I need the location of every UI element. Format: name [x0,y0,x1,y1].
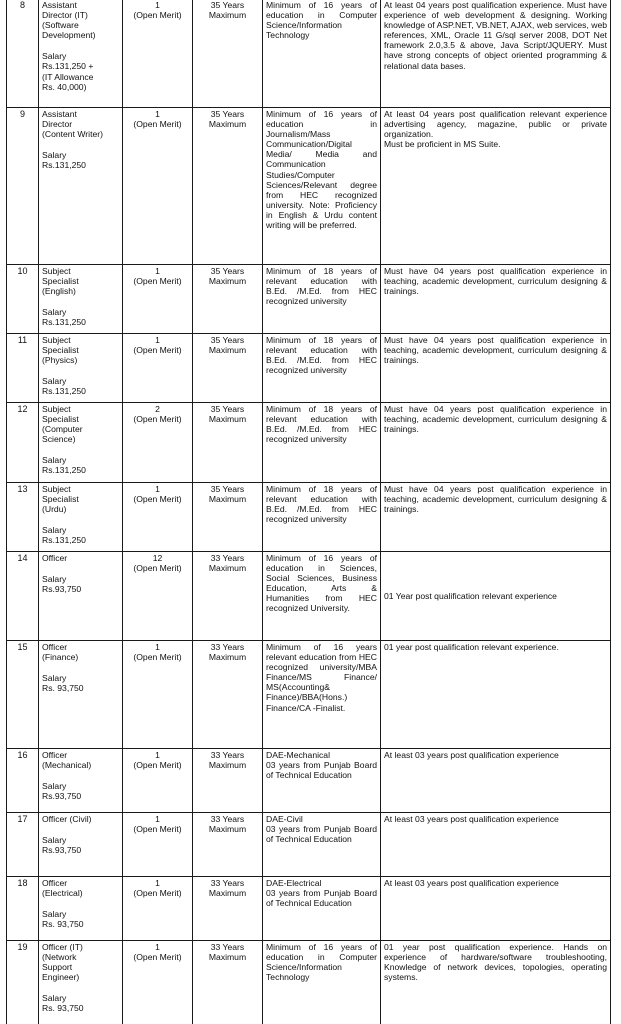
age-limit-cell [193,265,263,334]
table-row [7,813,611,877]
serial-number: 15 [7,641,39,749]
table-row [7,0,611,108]
age-limit-label: Maximum [208,652,247,663]
post-cell [39,552,123,641]
age-limit-value: 33 Years [210,878,245,888]
post-title: Assistant Director (IT) (Software Development) [42,0,96,41]
age-limit-cell [193,108,263,265]
experience-text: At least 03 years post qualification experience [381,813,611,877]
post-title: Officer (Electrical) [42,878,83,899]
merit-basis: (Open Merit) [133,10,182,21]
qualification-text: Minimum of 16 years of education in Journalism/Mass Communication/Digital Media/ Media and Communication Studies/Computer Sciences/Relevant degree from HEC recognized university. Note: Proficiency in English & Urdu content writing will be preferred. [263,108,381,265]
job-vacancies-table [6,0,611,1024]
seats-cell [123,403,193,483]
table-row [7,749,611,813]
merit-basis: (Open Merit) [133,563,182,574]
experience-text: At least 04 years post qualification relevant experience advertising agency, magazine, public or private organization. Must be proficient in MS Suite. [381,108,611,265]
experience-text: At least 04 years post qualification experience. Must have experience of web development & designing. Working knowledge of ASP.NET, VB.NET, AJAX, web services, web references, XML, Oracle 11 G/sql server 2008, DOT Net framework 2.0,3.5 & above, Java Script/JQUERY. Must have strong concepts of object oriented programming & relational data bases. [381,0,611,108]
seats-count: 1 [155,335,160,345]
qualification-text: Minimum of 18 years of relevant education with B.Ed. /M.Ed. from HEC recognized university [263,265,381,334]
age-limit-value: 35 Years [210,404,245,414]
age-limit-cell [193,749,263,813]
age-limit-label: Maximum [208,345,247,356]
age-limit-value: 33 Years [210,814,245,824]
merit-basis: (Open Merit) [133,494,182,505]
table-row [7,552,611,641]
age-limit-label: Maximum [208,494,247,505]
post-cell [39,403,123,483]
seats-count: 2 [155,404,160,414]
seats-count: 1 [155,750,160,760]
age-limit-value: 35 Years [210,109,245,119]
salary-text: Salary Rs.93,750 [42,835,82,856]
post-cell [39,813,123,877]
seats-cell [123,265,193,334]
age-limit-label: Maximum [208,760,247,771]
serial-number: 9 [7,108,39,265]
merit-basis: (Open Merit) [133,952,182,963]
serial-number: 10 [7,265,39,334]
post-title: Subject Specialist (Computer Science) [42,404,83,445]
serial-number: 8 [7,0,39,108]
post-cell [39,334,123,403]
serial-number: 11 [7,334,39,403]
age-limit-value: 35 Years [210,266,245,276]
serial-number: 19 [7,941,39,1024]
post-title: Officer (IT) (Network Support Engineer) [42,942,83,983]
age-limit-value: 33 Years [210,553,245,563]
merit-basis: (Open Merit) [133,276,182,287]
age-limit-value: 33 Years [210,750,245,760]
table-row [7,108,611,265]
post-title: Officer [42,553,68,563]
seats-cell [123,0,193,108]
qualification-text: Minimum of 18 years of relevant education with B.Ed. /M.Ed. from HEC recognized university [263,334,381,403]
post-title: Subject Specialist (English) [42,266,79,297]
age-limit-cell [193,941,263,1024]
qualification-text: Minimum of 16 years of education in Sciences, Social Sciences, Business Education, Arts & Humanities from HEC recognized University. [263,552,381,641]
seats-count: 1 [155,484,160,494]
post-cell [39,877,123,941]
serial-number: 12 [7,403,39,483]
age-limit-cell [193,483,263,552]
serial-number: 13 [7,483,39,552]
qualification-text: Minimum of 16 years of education in Computer Science/Information Technology [263,0,381,108]
seats-cell [123,941,193,1024]
merit-basis: (Open Merit) [133,345,182,356]
seats-cell [123,483,193,552]
age-limit-value: 35 Years [210,335,245,345]
experience-text: At least 03 years post qualification experience [381,877,611,941]
seats-count: 12 [152,553,163,563]
age-limit-label: Maximum [208,824,247,835]
seats-count: 1 [155,942,160,952]
age-limit-label: Maximum [208,414,247,425]
age-limit-label: Maximum [208,10,247,21]
salary-text: Salary Rs.131,250 [42,455,86,476]
table-row [7,483,611,552]
salary-text: Salary Rs. 93,750 [42,673,84,694]
post-title: Subject Specialist (Physics) [42,335,79,366]
salary-text: Salary Rs.131,250 [42,307,86,328]
salary-text: Salary Rs.131,250 [42,376,86,397]
post-cell [39,108,123,265]
serial-number: 17 [7,813,39,877]
post-title: Officer (Civil) [42,814,92,824]
salary-text: Salary Rs. 93,750 [42,993,84,1014]
table-row [7,403,611,483]
experience-text: At least 03 years post qualification experience [381,749,611,813]
experience-text: 01 Year post qualification relevant experience [381,552,611,641]
seats-count: 1 [155,814,160,824]
table-row [7,877,611,941]
age-limit-cell [193,877,263,941]
post-cell [39,749,123,813]
post-cell [39,265,123,334]
seats-cell [123,813,193,877]
experience-text: 01 year post qualification experience. Hands on experience of hardware/software troubleshooting, Knowledge of network devices, topologies, operating systems. [381,941,611,1024]
age-limit-value: 35 Years [210,484,245,494]
salary-text: Salary Rs.93,750 [42,574,82,595]
qualification-text: DAE-Civil 03 years from Punjab Board of Technical Education [263,813,381,877]
seats-cell [123,877,193,941]
seats-cell [123,749,193,813]
seats-count: 1 [155,0,160,10]
qualification-text: Minimum of 16 years relevant education from HEC recognized university/MBA Finance/MS Finance/ MS(Accounting& Finance)/BBA(Hons.) Finance/CA -Finalist. [263,641,381,749]
age-limit-value: 33 Years [210,942,245,952]
salary-text: Salary Rs.131,250 + (IT Allowance Rs. 40,000) [42,51,94,92]
merit-basis: (Open Merit) [133,652,182,663]
seats-cell [123,552,193,641]
job-rows [7,0,611,1024]
age-limit-value: 35 Years [210,0,245,10]
seats-count: 1 [155,642,160,652]
post-title: Officer (Finance) [42,642,79,663]
salary-text: Salary Rs.93,750 [42,781,82,802]
seats-count: 1 [155,266,160,276]
qualification-text: Minimum of 18 years of relevant education with B.Ed. /M.Ed. from HEC recognized university [263,403,381,483]
age-limit-cell [193,334,263,403]
qualification-text: DAE-Mechanical 03 years from Punjab Board of Technical Education [263,749,381,813]
age-limit-cell [193,0,263,108]
merit-basis: (Open Merit) [133,414,182,425]
post-cell [39,941,123,1024]
serial-number: 16 [7,749,39,813]
post-cell [39,0,123,108]
qualification-text: DAE-Electrical 03 years from Punjab Board of Technical Education [263,877,381,941]
merit-basis: (Open Merit) [133,824,182,835]
seats-cell [123,108,193,265]
seats-cell [123,334,193,403]
age-limit-label: Maximum [208,563,247,574]
merit-basis: (Open Merit) [133,760,182,771]
experience-text: Must have 04 years post qualification experience in teaching, academic development, curriculum designing & trainings. [381,483,611,552]
qualification-text: Minimum of 16 years of education in Computer Science/Information Technology [263,941,381,1024]
serial-number: 18 [7,877,39,941]
qualification-text: Minimum of 18 years of relevant education with B.Ed. /M.Ed. from HEC recognized university [263,483,381,552]
post-cell [39,483,123,552]
seats-count: 1 [155,878,160,888]
age-limit-label: Maximum [208,119,247,130]
age-limit-cell [193,813,263,877]
table-row [7,641,611,749]
age-limit-cell [193,552,263,641]
salary-text: Salary Rs. 93,750 [42,909,84,930]
serial-number: 14 [7,552,39,641]
table-row [7,334,611,403]
seats-count: 1 [155,109,160,119]
salary-text: Salary Rs.131,250 [42,525,86,546]
salary-text: Salary Rs.131,250 [42,150,86,171]
table-row [7,265,611,334]
post-title: Subject Specialist (Urdu) [42,484,79,515]
experience-text: Must have 04 years post qualification experience in teaching, academic development, curriculum designing & trainings. [381,265,611,334]
post-cell [39,641,123,749]
age-limit-cell [193,641,263,749]
experience-text: 01 year post qualification relevant experience. [381,641,611,749]
age-limit-value: 33 Years [210,642,245,652]
seats-cell [123,641,193,749]
age-limit-label: Maximum [208,276,247,287]
table-row [7,941,611,1024]
post-title: Assistant Director (Content Writer) [42,109,103,140]
experience-text: Must have 04 years post qualification experience in teaching, academic development, curriculum designing & trainings. [381,334,611,403]
post-title: Officer (Mechanical) [42,750,92,771]
merit-basis: (Open Merit) [133,119,182,130]
experience-text: Must have 04 years post qualification experience in teaching, academic development, curriculum designing & trainings. [381,403,611,483]
age-limit-label: Maximum [208,888,247,899]
age-limit-label: Maximum [208,952,247,963]
age-limit-cell [193,403,263,483]
merit-basis: (Open Merit) [133,888,182,899]
